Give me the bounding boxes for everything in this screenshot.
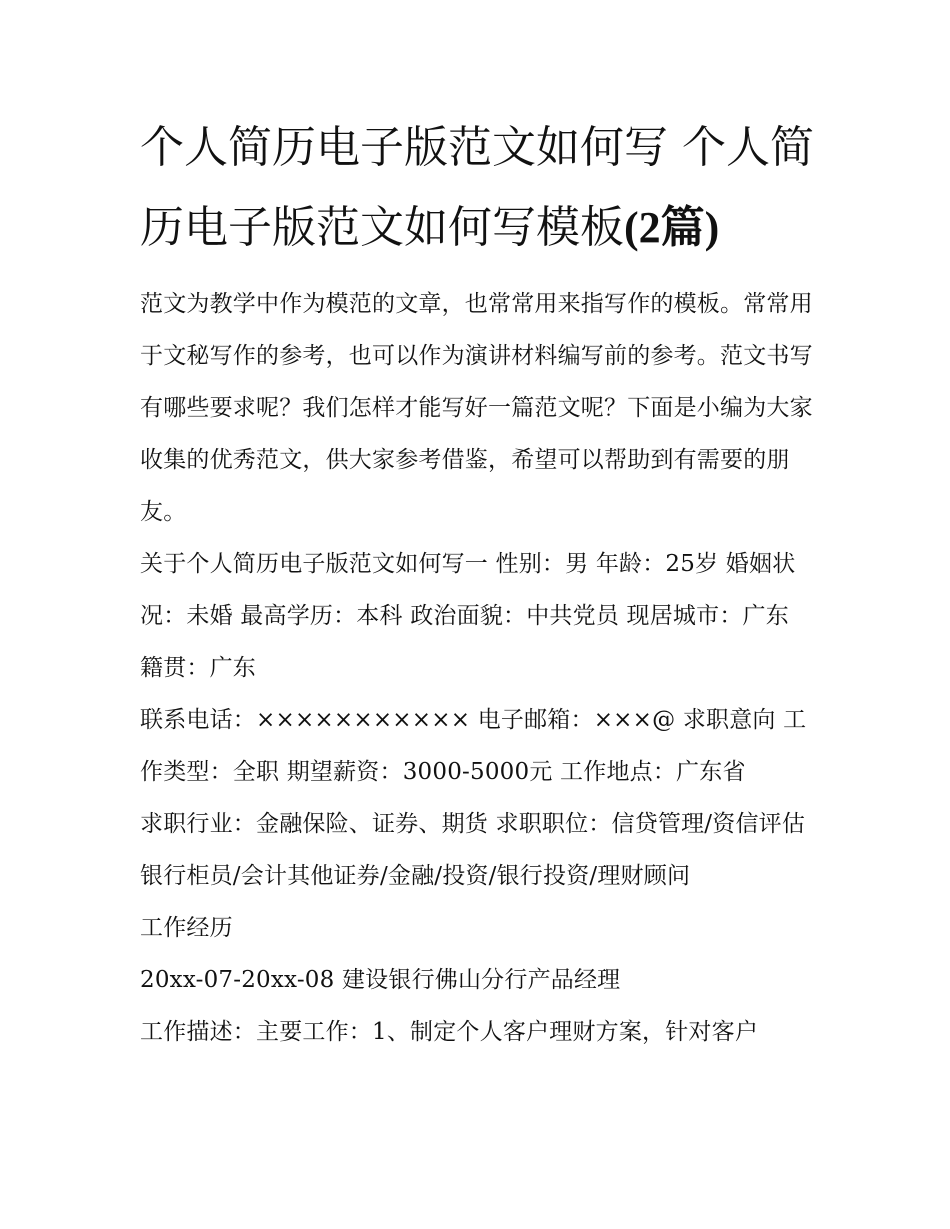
document-body: [140, 108, 816, 1058]
contact-paragraph: 联系电话：××××××××××× 电子邮箱：×××@ 求职意向 工作类型：全职 期望薪资：3000-5000元 工作地点：广东省: [140, 707, 807, 785]
work-experience-heading: 工作经历: [140, 915, 233, 941]
title-text: 个人简历电子版范文如何写 个人简历电子版范文如何写模板: [140, 122, 814, 253]
job-intention-paragraph: 求职行业：金融保险、证券、期货 求职职位：信贷管理/资信评估银行柜员/会计其他证券/金融/投资/银行投资/理财顾问: [140, 811, 806, 889]
title-count: (2篇): [624, 203, 720, 252]
job-description-paragraph: 工作描述：主要工作：1、制定个人客户理财方案，针对客户: [140, 1019, 759, 1045]
document-title: [140, 108, 816, 268]
personal-info-paragraph: 关于个人简历电子版范文如何写一 性别：男 年龄：25岁 婚姻状况：未婚 最高学历：本科 政治面貌：中共党员 现居城市：广东 籍贯：广东: [140, 551, 796, 681]
work-experience-entry: 20xx-07-20xx-08 建设银行佛山分行产品经理: [140, 967, 621, 993]
intro-paragraph: 范文为教学中作为模范的文章，也常常用来指写作的模板。常常用于文秘写作的参考，也可以作为演讲材料编写前的参考。范文书写有哪些要求呢？我们怎样才能写好一篇范文呢？下面是小编为大家收集的优秀范文，供大家参考借鉴，希望可以帮助到有需要的朋友。: [140, 291, 813, 525]
